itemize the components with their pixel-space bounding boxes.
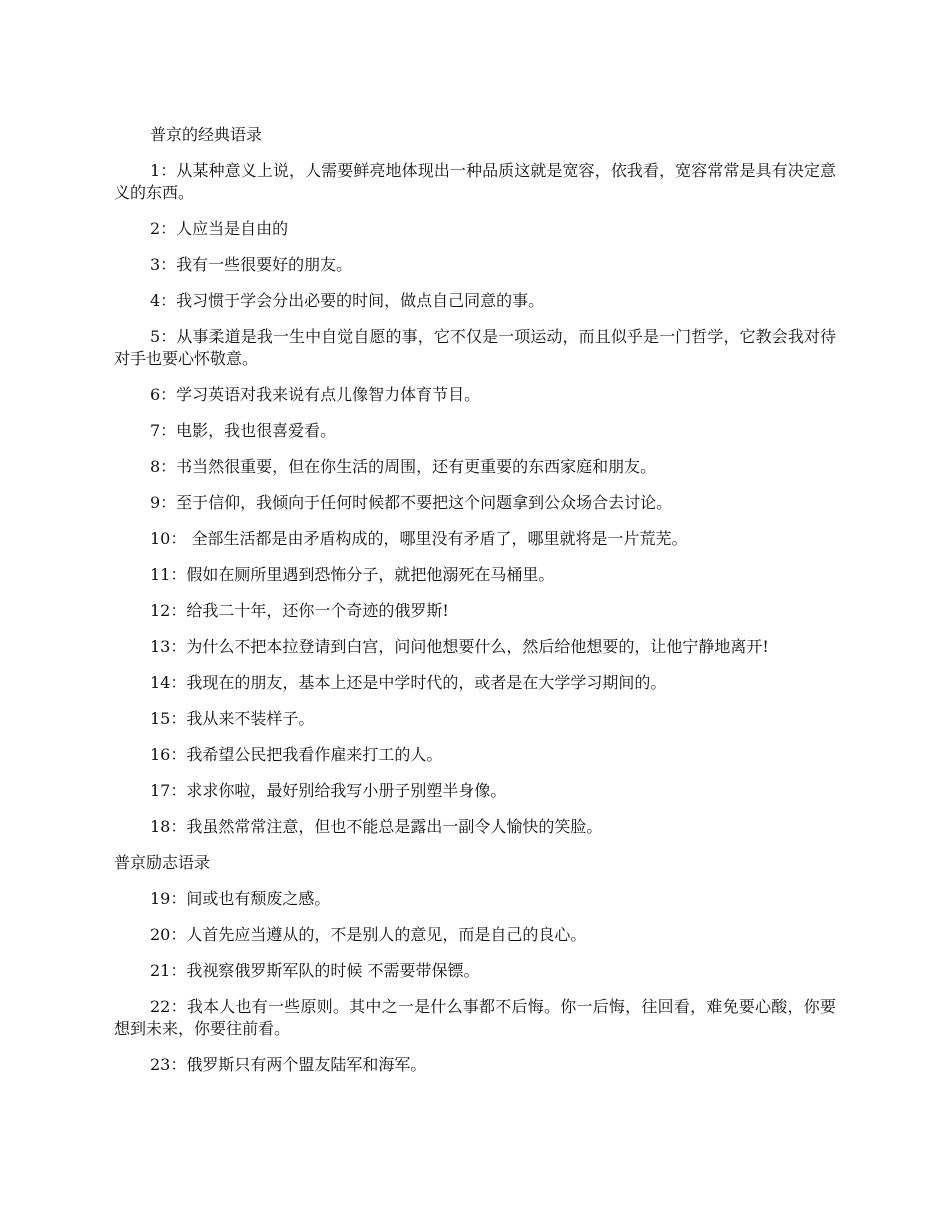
quote-item: 9：至于信仰，我倾向于任何时候都不要把这个问题拿到公众场合去讨论。 [150, 493, 673, 512]
quote-list-classic [114, 160, 836, 838]
quote-item: 11：假如在厕所里遇到恐怖分子，就把他溺死在马桶里。 [150, 565, 555, 584]
quote-item: 19：间或也有颓废之感。 [150, 889, 331, 908]
quote-item: 1：从某种意义上说，人需要鲜亮地体现出一种品质这就是宽容，依我看，宽容常常是具有决定意义的东西。 [114, 161, 836, 202]
quote-item: 23：俄罗斯只有两个盟友陆军和海军。 [150, 1055, 427, 1074]
quote-item: 6：学习英语对我来说有点儿像智力体育节目。 [150, 385, 481, 404]
quote-item: 2：人应当是自由的 [150, 219, 289, 238]
quote-item: 12：给我二十年，还你一个奇迹的俄罗斯! [150, 601, 449, 620]
quote-item: 8：书当然很重要，但在你生活的周围，还有更重要的东西家庭和朋友。 [150, 457, 657, 476]
quote-item: 3：我有一些很要好的朋友。 [150, 255, 353, 274]
section-heading: 普京励志语录 [114, 853, 211, 872]
quote-item: 16：我希望公民把我看作雇来打工的人。 [150, 745, 443, 764]
quote-item: 22：我本人也有一些原则。其中之一是什么事都不后悔。你一后悔，往回看，难免要心酸，你要想到未来，你要往前看。 [114, 997, 836, 1038]
quote-item: 10： 全部生活都是由矛盾构成的，哪里没有矛盾了，哪里就将是一片荒芜。 [150, 529, 688, 548]
quote-item: 4：我习惯于学会分出必要的时间，做点自己同意的事。 [150, 291, 545, 310]
quote-item: 14：我现在的朋友，基本上还是中学时代的，或者是在大学学习期间的。 [150, 673, 667, 692]
quote-item: 5：从事柔道是我一生中自觉自愿的事，它不仅是一项运动，而且似乎是一门哲学，它教会我对待对手也要心怀敬意。 [114, 327, 836, 368]
quote-item: 15：我从来不装样子。 [150, 709, 315, 728]
document-title: 普京的经典语录 [150, 125, 263, 144]
quote-item: 18：我虽然常常注意，但也不能总是露出一副令人愉快的笑脸。 [150, 817, 603, 836]
quote-item: 21：我视察俄罗斯军队的时候 不需要带保镖。 [150, 961, 480, 980]
quote-item: 17：求求你啦，最好别给我写小册子别塑半身像。 [150, 781, 507, 800]
quote-item: 20：人首先应当遵从的，不是别人的意见，而是自己的良心。 [150, 925, 587, 944]
quote-list-inspirational [114, 888, 836, 1076]
quote-item: 13：为什么不把本拉登请到白宫，问问他想要什么，然后给他想要的，让他宁静地离开! [150, 637, 769, 656]
quote-item: 7：电影，我也很喜爱看。 [150, 421, 337, 440]
